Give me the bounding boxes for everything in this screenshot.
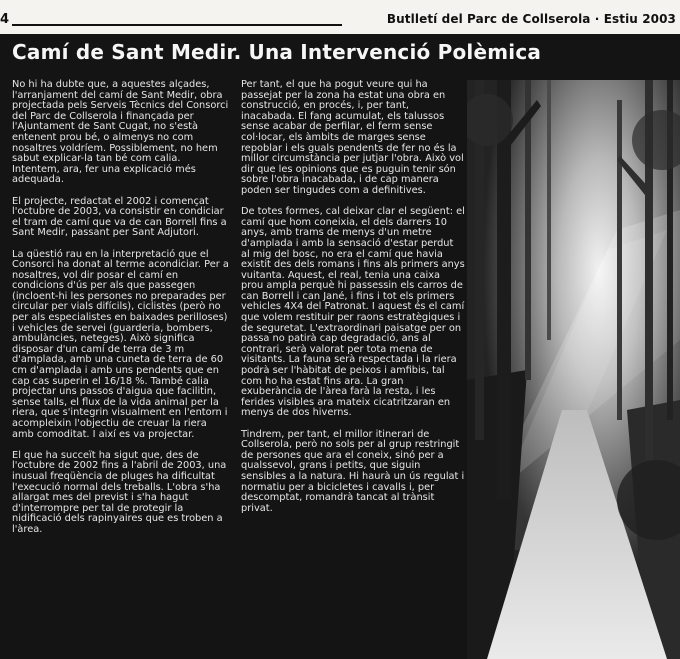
forest-path-photo <box>467 80 680 659</box>
article-column-2 <box>241 80 465 525</box>
paragraph: La qüestió rau en la interpretació que el Consorci ha donat al terme acondiciar. Per a nosaltres, vol dir posar el camí en condicions d'ús per als que passegen (incloent-hi les persones no preparades per circular per vials difícils), ciclistes (però no per als especialistes en baixades perilloses) i vehicles de servei (guarderia, bombers, ambulàncies, neteges). Això significa disposar d'un camí de terra de 3 m d'amplada, amb una cuneta de terra de 60 cm d'amplada i amb uns pendents que en cap cas superin el 16/18 %. També calia projectar uns passos d'aigua que facilitin, sense talls, el flux de la vida animal per la riera, que s'integrin visualment en l'entorn i acompleixin l'objectiu de creuar la riera amb comoditat. I així es va projectar. <box>12 248 229 440</box>
paragraph: El que ha succeït ha sigut que, des de l'octubre de 2002 fins a l'abril de 2003, una inusual freqüència de pluges ha dificultat l'execució normal dels treballs. L'obra s'ha allargat mes del previst i s'ha hagut d'interrompre per tal de protegir la nidificació dels rapinyaires que es troben a l'àrea. <box>12 449 227 535</box>
article-column-1 <box>12 80 230 546</box>
paragraph: Per tant, el que ha pogut veure qui ha passejat per la zona ha estat una obra en construcció, en procés, i, per tant, inacabada. El fang acumulat, els talussos sense acabar de perfilar, el ferm sense col·locar, els àmbits de marges sense repoblar i els guals pendents de fer no és la millor circumstància per jutjar l'obra. Això vol dir que les opinions que es puguin tenir són sobre l'obra inacabada, i de cap manera poden ser tingudes com a definitives. <box>241 79 464 196</box>
page-header <box>0 0 680 30</box>
paragraph: No hi ha dubte que, a aquestes alçades, l'arranjament del camí de Sant Medir, obra projectada pels Serveis Tècnics del Consorci del Parc de Collserola i finançada per l'Ajuntament de Sant Cugat, no s'està entenent prou bé, o almenys no com nosaltres voldríem. Possiblement, no hem sabut explicar-la tan bé com calia. Intentem, ara, fer una explicació més adequada. <box>12 79 229 186</box>
paragraph: Tindrem, per tant, el millor itinerari de Collserola, però no sols per al grup restringit de persones que ara el coneix, sinó per a qualssevol, grans i petits, que siguin sensibles a la natura. Hi haurà un ús regulat i normatiu per a bicicletes i cavalls i, per descomptat, romandrà tancat al trànsit privat. <box>241 428 465 514</box>
article-title: Camí de Sant Medir. Una Intervenció Polèmica <box>12 40 542 64</box>
header-rule <box>12 24 342 26</box>
paragraph: El projecte, redactat el 2002 i començat l'octubre de 2003, va consistir en condiciar el tram de camí que va de can Borrell fins a Sant Medir, passant per Sant Adjutori. <box>12 195 227 239</box>
paragraph: De totes formes, cal deixar clar el següent: el camí que hom coneixia, el dels darrers 10 anys, amb trams de menys d'un metre d'amplada i amb la sensació d'estar perdut al mig del bosc, no era el camí que havia existit des dels romans i fins als primers anys vuitanta. Aquest, el real, tenia una caixa prou ampla perquè hi passessin els carros de can Borrell i can Jané, i fins i tot els primers vehicles 4X4 del Patronat. I aquest és el camí que volem restituir per raons estratègiques i de seguretat. L'extraordinari paisatge per on passa no patirà cap degradació, ans al contrari, serà valorat per tota mena de visitants. La fauna serà respectada i la riera podrà ser l'hàbitat de peixos i amfibis, tal com ho ha estat fins ara. La gran exuberància de l'àrea farà la resta, i les ferides visibles ara mateix cicatritzaran en menys de dos hiverns. <box>241 206 465 419</box>
page-number: 4 <box>0 12 10 27</box>
publication-title: Butlletí del Parc de Collserola · Estiu 2003 <box>386 12 676 26</box>
forest-path-photo-svg <box>467 80 680 659</box>
